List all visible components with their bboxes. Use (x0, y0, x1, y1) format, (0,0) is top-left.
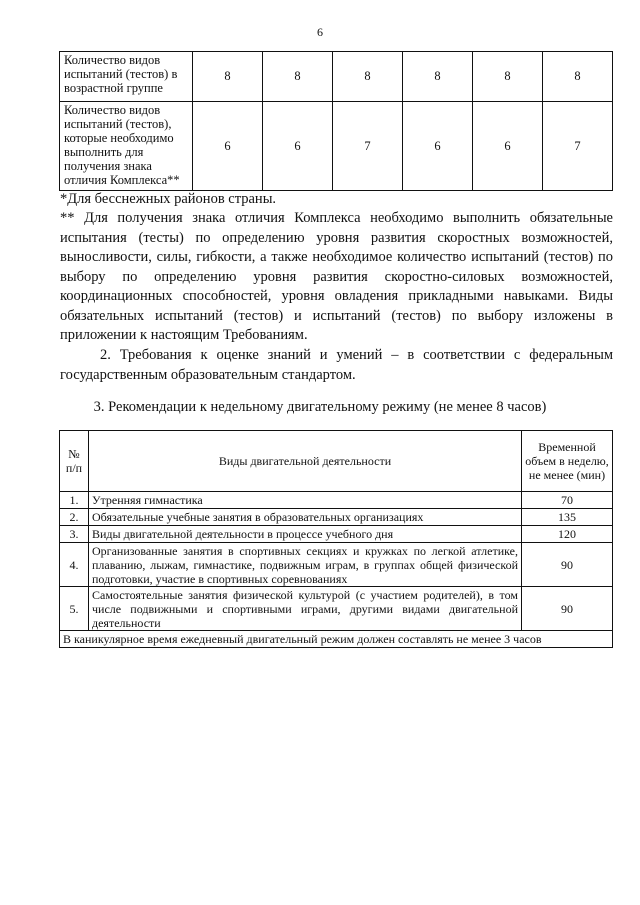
row-volume: 135 (522, 509, 613, 526)
table-cell: 7 (543, 102, 613, 191)
row-volume: 120 (522, 526, 613, 543)
footnote-badge: ** Для получения знака отличия Комплекса необходимо выполнить обязательные испытания (тесты) по определению уровня развития скоростных возможностей, выносливости, силы, гибкости, а также необходимое количество испытаний (тестов) по выбору по определению уровня развития скоростно-силовых возможностей, координационных способностей, уровня овладения прикладными навыками. Виды обязательных испытаний (тестов) и испытаний (тестов) по выбору изложены в приложении к настоящим Требованиям. (60, 210, 613, 343)
row-label: Количество видов испытаний (тестов), которые необходимо выполнить для получения знака отличия Комплекса** (60, 102, 193, 191)
activity-table (59, 430, 613, 648)
table-cell: 8 (193, 52, 263, 102)
table-row (60, 587, 613, 631)
row-type: Утренняя гимнастика (89, 492, 522, 509)
row-num: 4. (60, 543, 89, 587)
header-volume: Временной объем в неделю, не менее (мин) (522, 431, 613, 492)
row-num: 3. (60, 526, 89, 543)
table-cell: 8 (473, 52, 543, 102)
row-type: Организованные занятия в спортивных секциях и кружках по легкой атлетике, плаванию, лыжам, гимнастике, подвижным играм, в группах общей физической подготовки, участие в спортивных соревнованиях (89, 543, 522, 587)
vacation-note: В каникулярное время ежедневный двигательный режим должен составлять не менее 3 часов (60, 631, 613, 648)
table-cell: 6 (263, 102, 333, 191)
paragraph-requirements: 2. Требования к оценке знаний и умений – в соответствии с федеральным государственным образовательным стандартом. (60, 347, 613, 383)
table-row (60, 102, 613, 191)
table-row (60, 509, 613, 526)
row-label: Количество видов испытаний (тестов) в возрастной группе (60, 52, 193, 102)
table-footer-row (60, 631, 613, 648)
table-cell: 8 (543, 52, 613, 102)
row-num: 1. (60, 492, 89, 509)
table-cell: 6 (403, 102, 473, 191)
row-type: Обязательные учебные занятия в образовательных организациях (89, 509, 522, 526)
table-cell: 7 (333, 102, 403, 191)
table-row (60, 543, 613, 587)
section-heading: 3. Рекомендации к недельному двигательному режиму (не менее 8 часов) (93, 399, 547, 415)
header-num: № п/п (60, 431, 89, 492)
table-row (60, 52, 613, 102)
table-cell: 8 (333, 52, 403, 102)
table-cell: 8 (263, 52, 333, 102)
page-number: 6 (317, 25, 323, 39)
header-type: Виды двигательной деятельности (89, 431, 522, 492)
footnote-snowless: *Для бесснежных районов страны. (60, 191, 277, 207)
row-type: Виды двигательной деятельности в процессе учебного дня (89, 526, 522, 543)
row-volume: 70 (522, 492, 613, 509)
test-count-table (59, 51, 613, 191)
row-volume: 90 (522, 587, 613, 631)
table-cell: 6 (193, 102, 263, 191)
table-row (60, 526, 613, 543)
table-cell: 6 (473, 102, 543, 191)
row-volume: 90 (522, 543, 613, 587)
row-num: 2. (60, 509, 89, 526)
row-num: 5. (60, 587, 89, 631)
table-row (60, 492, 613, 509)
table-header-row (60, 431, 613, 492)
table-cell: 8 (403, 52, 473, 102)
row-type: Самостоятельные занятия физической культурой (с участием родителей), в том числе подвижными и спортивными играми, другими видами двигательной деятельности (89, 587, 522, 631)
